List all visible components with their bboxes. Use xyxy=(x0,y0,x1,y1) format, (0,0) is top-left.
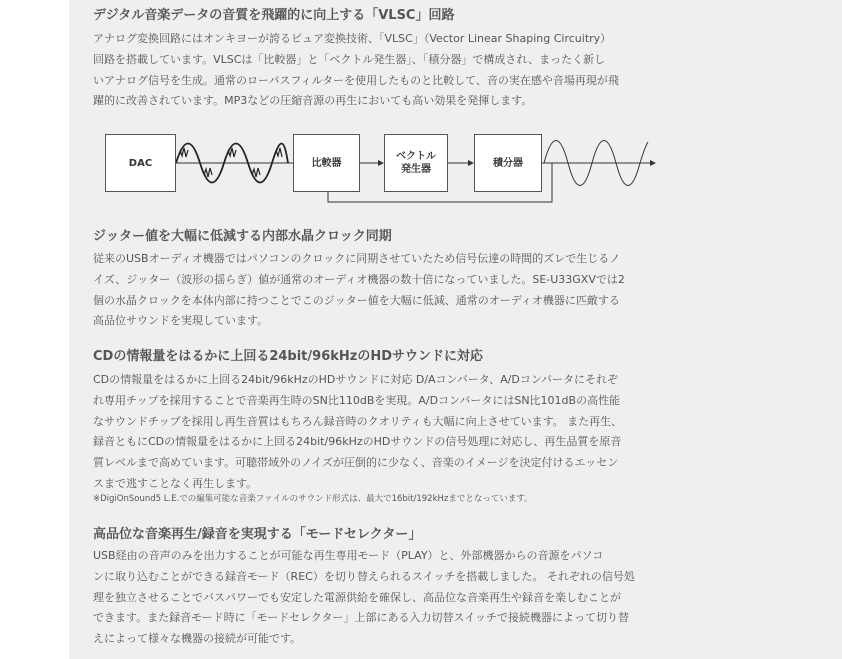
arrow-output xyxy=(650,160,656,166)
section-body-hd-sound: CDの情報量をはるかに上回る24bit/96kHzのHDサウンドに対応 D/Aコンバータ、A/Dコンバータにそれぞ れ専用チップを採用することで音楽再生時のSN比110dBを実現。A/DコンバータにはSN比101dBの高性能 なサウンドチップを採用し再生音質はもちろん録音時のクオリティも大幅に向上させています。 また再生、 録音ともにCDの情報量をはるかに上回る24bit/96kHzのHDサウンドの信号処理に対応し、再生品質を原音 質レベルまで高めています。可聴帯域外のノイズが圧倒的に少なく、音楽のイメージを決定付けるエッセン スまで逃すことなく再生します。 xyxy=(93,373,623,490)
section-body-vlsc: アナログ変換回路にはオンキヨーが誇るピュア変換技術、「VLSC」（Vector Linear Shaping Circuitry） 回路を搭載しています。VLSCは「比較器」と「ベクトル発生器」、「積分器」で構成され、まったく新し いアナログ信号を生成。通常のローパスフィルターを使用したものと比較して、音の実在感や音場再現が飛 躍的に改善されています。MP3などの圧縮音源の再生においても高い効果を発揮します。 xyxy=(93,32,619,108)
vector-label-line2: 発生器 xyxy=(401,164,431,175)
dac-label: DAC xyxy=(128,157,153,169)
section-title-jitter: ジッター値を大幅に低減する内部水晶クロック同期 xyxy=(93,229,392,244)
integrator-block xyxy=(474,134,542,192)
section-note-hd-sound: ※DigiOnSound5 L.E.での編集可能な音楽ファイルのサウンド形式は、最大で16bit/192kHzまでとなっています。 xyxy=(93,494,533,504)
vector-generator-block xyxy=(384,134,448,192)
comparator-label: 比較器 xyxy=(311,157,342,169)
comparator-block xyxy=(293,134,360,192)
section-title-vlsc: デジタル音楽データの音質を飛躍的に向上する「VLSC」回路 xyxy=(93,8,455,23)
vlsc-diagram-lines xyxy=(100,120,660,212)
vlsc-diagram xyxy=(100,120,660,212)
vector-label-line1: ベクトル xyxy=(396,151,436,162)
integrator-label: 積分器 xyxy=(493,157,523,169)
section-body-mode-selector: USB経由の音声のみを出力することが可能な再生専用モード（PLAY）と、外部機器からの音源をパソコ ンに取り込むことができる録音モード（REC）を切り替えられるスイッチを搭載しました。 それぞれの信号処 理を独立させることでバスパワーでも安定した電源供給を確保し、高品位な音楽再生や録音を楽しむことが できます。また録音モード時に「モードセレクター」上部にある入力切替スイッチで接続機器によって切り替 えによって様々な機器の接続が可能です。 xyxy=(93,549,635,646)
section-title-mode-selector: 高品位な音楽再生/録音を実現する「モードセレクター」 xyxy=(93,527,422,542)
section-body-jitter: 従来のUSBオーディオ機器ではパソコンのクロックに同期させていたため信号伝達の時間的ズレで生じるノ イズ、ジッター（波形の揺らぎ）値が通常のオーディオ機器の数十倍になっていました。SE-U33GXVでは2 個の水晶クロックを本体内部に持つことでこのジッター値を大幅に低減、通常のオーディオ機器に匹敵する 高品位サウンドを実現しています。 xyxy=(93,252,625,328)
section-title-hd-sound: CDの情報量をはるかに上回る24bit/96kHzのHDサウンドに対応 xyxy=(93,349,484,364)
dac-block xyxy=(105,134,176,192)
